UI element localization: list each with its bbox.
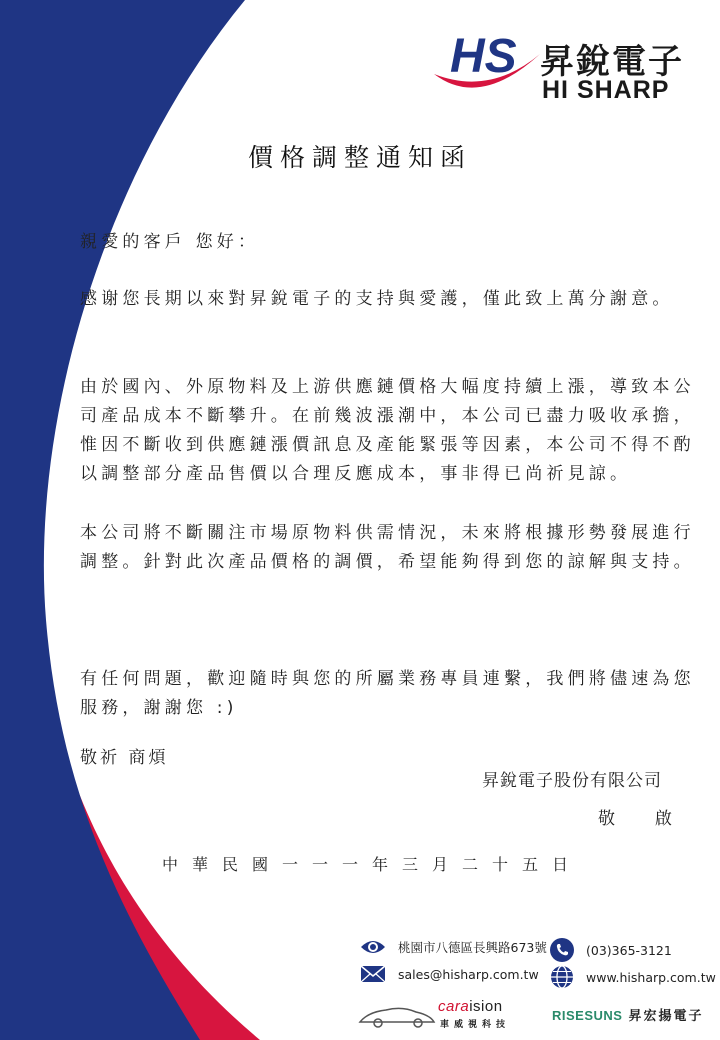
phone-text: (03)365-3121 <box>586 942 672 958</box>
salutation-second: 啟 <box>655 809 672 829</box>
mail-icon <box>360 965 386 983</box>
logo-name-cn: 昇銳電子 <box>540 42 684 82</box>
cara-suffix: ision <box>469 998 503 1015</box>
closing-phrase: 敬祈 商煩 <box>80 748 169 768</box>
contact-phone <box>550 938 672 962</box>
risesuns-cn: 昇宏揚電子 <box>628 1009 704 1024</box>
risesuns-en: RISESUNS <box>552 1008 623 1023</box>
logo-name-en: HI SHARP <box>542 76 670 104</box>
email-text: sales@hisharp.com.tw <box>398 966 539 982</box>
caravision-cn: 車威視科技 <box>440 1020 511 1030</box>
company-logo <box>430 14 690 124</box>
letter-date: 中華民國一一一年三月二十五日 <box>161 855 582 874</box>
contact-address <box>360 938 547 956</box>
risesuns-logo <box>552 1005 703 1024</box>
thanks-line: 感谢您長期以來對昇銳電子的支持與愛護，僅此致上萬分謝意。 <box>80 289 674 309</box>
logo-mark-text: HS <box>450 30 517 83</box>
caravision-wordmark <box>438 998 503 1015</box>
website-text: www.hisharp.com.tw <box>586 969 716 985</box>
caravision-logo <box>358 998 528 1034</box>
eye-icon <box>360 938 386 956</box>
paragraph-contact-sales: 有任何問題，歡迎隨時與您的所屬業務專員連繫，我們將儘速為您服務，謝謝您 :) <box>80 669 695 718</box>
paragraph-price-increase: 由於國內、外原物料及上游供應鏈價格大幅度持續上漲，導致本公司產品成本不斷攀升。在前幾波漲潮中，本公司已盡力吸收承擔，惟因不斷收到供應鏈漲價訊息及產能緊張等因素，本公司不得不酌以調整部分產品售價以合理反應成本，事非得已尚祈見諒。 <box>80 377 695 484</box>
greeting: 親愛的客戶 您好： <box>80 232 260 252</box>
company-signature: 昇銳電子股份有限公司 <box>482 771 662 791</box>
cara-prefix: cara <box>438 998 470 1015</box>
document-title: 價格調整通知函 <box>247 143 472 172</box>
salutation <box>598 804 672 829</box>
globe-icon <box>550 965 574 989</box>
hs-logo-mark <box>430 14 550 114</box>
contact-website <box>550 965 716 989</box>
salutation-first: 敬 <box>598 809 615 829</box>
contact-email <box>360 965 539 983</box>
car-icon <box>358 998 436 1032</box>
address-text: 桃園市八德區長興路673號 <box>398 940 547 955</box>
paragraph-market-monitoring: 本公司將不斷關注市場原物料供需情況，未來將根據形勢發展進行調整。針對此次產品價格的調價，希望能夠得到您的諒解與支持。 <box>80 523 695 572</box>
phone-icon <box>550 938 574 962</box>
